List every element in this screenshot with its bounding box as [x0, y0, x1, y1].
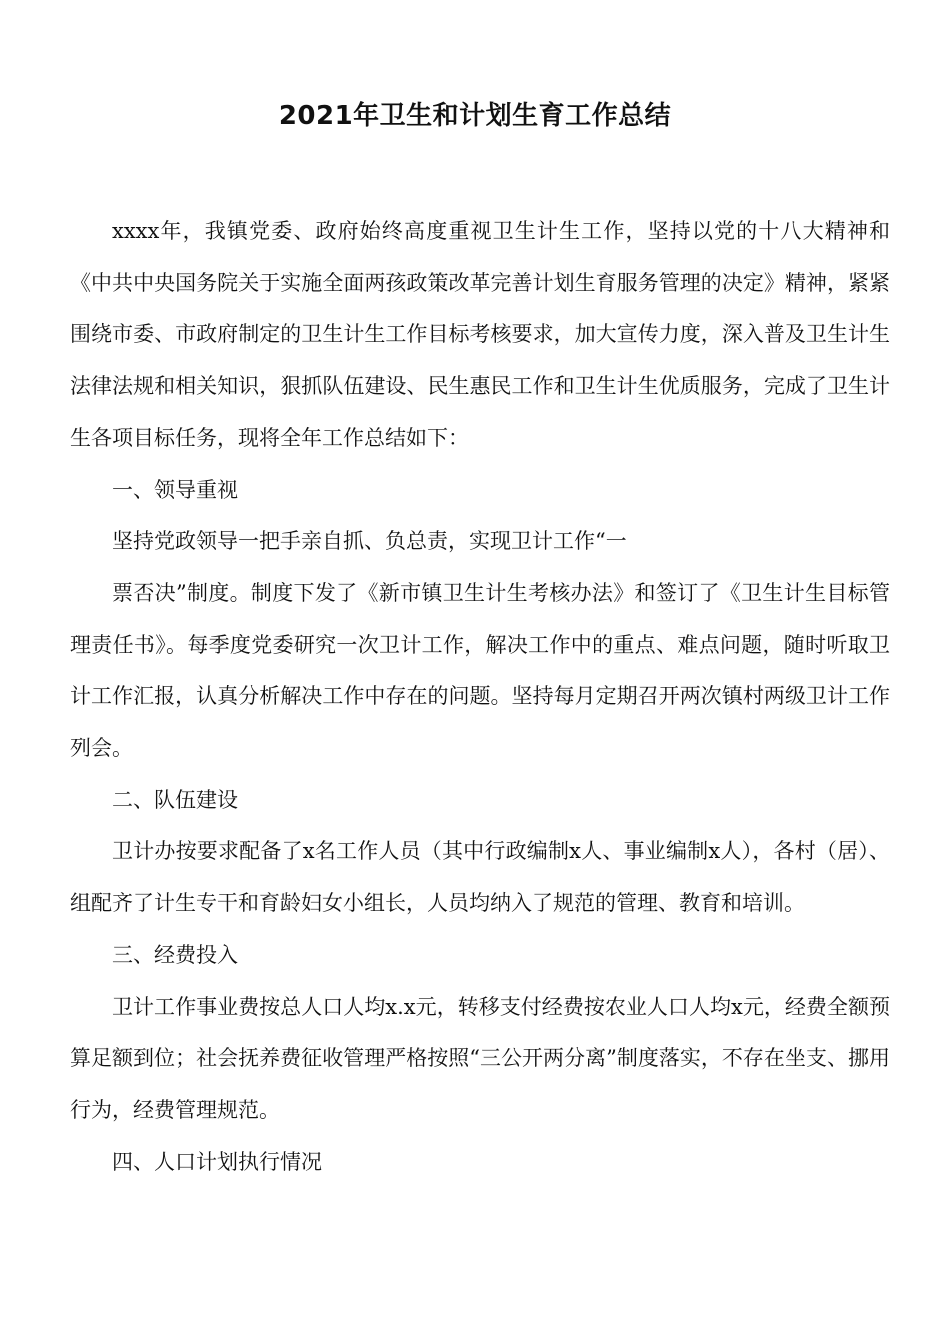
document-body: [70, 206, 890, 1188]
section-heading-population-plan: 四、人口计划执行情况: [112, 1149, 322, 1174]
paragraph-team: 卫计办按要求配备了x名工作人员（其中行政编制x人、事业编制x人），各村（居）、组配齐了计生专干和育龄妇女小组长，人员均纳入了规范的管理、教育和培训。: [70, 839, 890, 916]
paragraph-funding: 卫计工作事业费按总人口人均x.x元，转移支付经费按农业人口人均x元，经费全额预算足额到位；社会抚养费征收管理严格按照“三公开两分离”制度落实，不存在坐支、挪用行为，经费管理规范。: [70, 994, 890, 1122]
section-heading-leadership: 一、领导重视: [112, 477, 238, 502]
paragraph-leadership-1: 坚持党政领导一把手亲自抓、负总责，实现卫计工作“一: [112, 529, 627, 554]
section-heading-funding: 三、经费投入: [112, 942, 238, 967]
section-heading-team: 二、队伍建设: [112, 787, 238, 812]
document-title: 2021年卫生和计划生育工作总结: [278, 101, 672, 131]
paragraph-intro: xxxx年，我镇党委、政府始终高度重视卫生计生工作，坚持以党的十八大精神和《中共中央国务院关于实施全面两孩政策改革完善计划生育服务管理的决定》精神，紧紧围绕市委、市政府制定的卫生计生工作目标考核要求，加大宣传力度，深入普及卫生计生法律法规和相关知识，狠抓队伍建设、民生惠民工作和卫生计生优质服务，完成了卫生计生各项目标任务，现将全年工作总结如下：: [70, 219, 890, 450]
paragraph-leadership-2: 票否决”制度。制度下发了《新市镇卫生计生考核办法》和签订了《卫生计生目标管理责任书》。每季度党委研究一次卫计工作，解决工作中的重点、难点问题，随时听取卫计工作汇报，认真分析解决工作中存在的问题。坚持每月定期召开两次镇村两级卫计工作列会。: [70, 580, 890, 761]
